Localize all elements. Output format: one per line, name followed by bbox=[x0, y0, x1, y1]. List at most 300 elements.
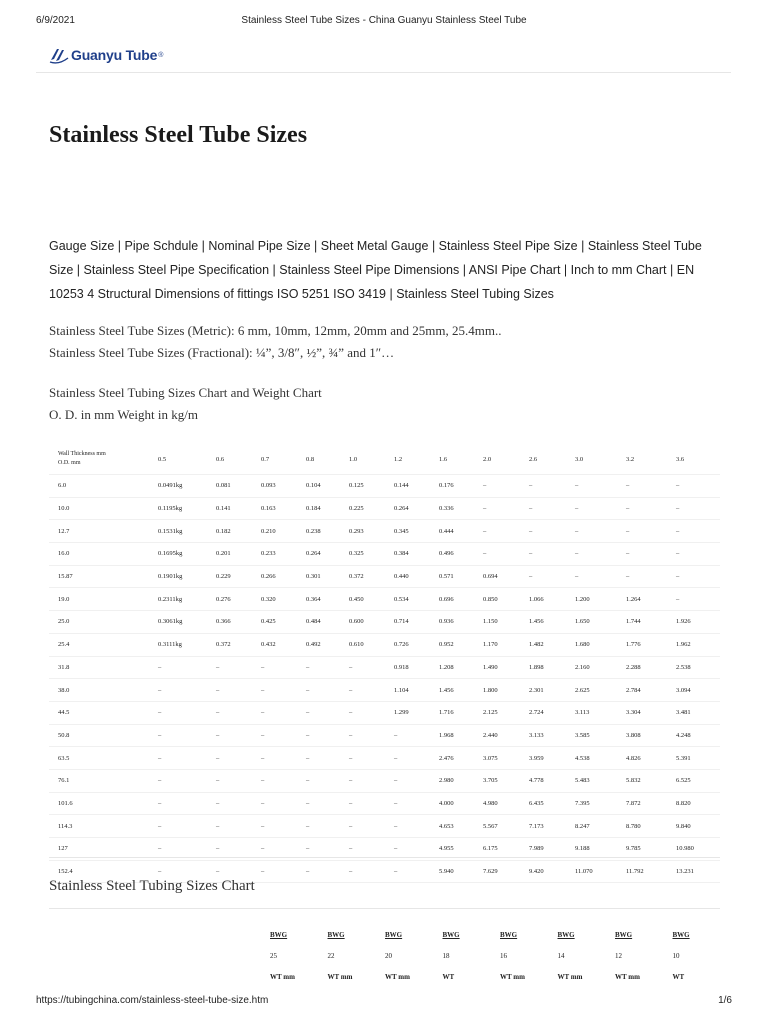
weight-cell: 0.125 bbox=[340, 475, 385, 498]
weight-cell: 0.201 bbox=[207, 543, 252, 566]
weight-cell: 1.456 bbox=[430, 679, 474, 702]
weight-cell: – bbox=[297, 747, 340, 770]
table-row bbox=[49, 769, 720, 792]
wt-label-cell: WT bbox=[442, 972, 455, 981]
od-cell: 114.3 bbox=[49, 815, 149, 838]
weight-cell: – bbox=[667, 588, 720, 611]
weight-cell: – bbox=[297, 792, 340, 815]
guanyu-logo-icon bbox=[49, 46, 69, 64]
weight-cell: 4.248 bbox=[667, 724, 720, 747]
weight-cell: – bbox=[207, 815, 252, 838]
link-separator: | bbox=[269, 263, 280, 277]
wall-thickness-header: 0.6 bbox=[207, 444, 252, 475]
weight-cell: – bbox=[385, 838, 430, 861]
weight-cell: 0.1901kg bbox=[149, 565, 207, 588]
bwg-value-cell: 10 bbox=[672, 951, 680, 960]
weight-cell: 0.484 bbox=[297, 611, 340, 634]
page-url: https://tubingchina.com/stainless-steel-tube-size.htm bbox=[36, 995, 269, 1006]
weight-cell: 2.440 bbox=[474, 724, 520, 747]
weight-cell: – bbox=[340, 724, 385, 747]
wall-thickness-header: 0.7 bbox=[252, 444, 297, 475]
od-cell: 10.0 bbox=[49, 497, 149, 520]
weight-cell: – bbox=[667, 475, 720, 498]
weight-cell: 0.225 bbox=[340, 497, 385, 520]
wall-thickness-header: 1.6 bbox=[430, 444, 474, 475]
weight-cell: 0.266 bbox=[252, 565, 297, 588]
weight-cell: – bbox=[207, 747, 252, 770]
weight-cell: – bbox=[149, 724, 207, 747]
weight-cell: 2.160 bbox=[566, 656, 617, 679]
bwg-label-cell: BWG bbox=[672, 930, 690, 939]
od-cell: 127 bbox=[49, 838, 149, 861]
weight-cell: 0.372 bbox=[340, 565, 385, 588]
weight-cell: 3.133 bbox=[520, 724, 566, 747]
section-divider bbox=[49, 908, 720, 909]
od-cell: 38.0 bbox=[49, 679, 149, 702]
chart-intro-units: O. D. in mm Weight in kg/m bbox=[49, 407, 198, 422]
weight-cell: 0.320 bbox=[252, 588, 297, 611]
print-document-title: Stainless Steel Tube Sizes - China Guanyu Stainless Steel Tube bbox=[241, 15, 527, 26]
weight-cell: – bbox=[340, 679, 385, 702]
related-link[interactable]: ANSI Pipe Chart bbox=[468, 263, 561, 277]
print-footer bbox=[0, 995, 768, 1009]
od-cell: 152.4 bbox=[49, 860, 149, 883]
weight-cell: – bbox=[667, 543, 720, 566]
od-cell: 15.87 bbox=[49, 565, 149, 588]
weight-cell: 1.898 bbox=[520, 656, 566, 679]
related-link[interactable]: EN 10253 4 Structural Dimensions of fittings ISO 5251 ISO 3419 bbox=[49, 263, 695, 301]
weight-cell: – bbox=[297, 860, 340, 883]
weight-cell: – bbox=[474, 520, 520, 543]
weight-cell: 0.444 bbox=[430, 520, 474, 543]
weight-cell: – bbox=[297, 679, 340, 702]
od-label: O.D. mm bbox=[58, 460, 81, 466]
weight-cell: – bbox=[617, 475, 667, 498]
weight-cell: 0.450 bbox=[340, 588, 385, 611]
weight-cell: 0.3061kg bbox=[149, 611, 207, 634]
weight-cell: – bbox=[252, 747, 297, 770]
od-cell: 19.0 bbox=[49, 588, 149, 611]
od-cell: 16.0 bbox=[49, 543, 149, 566]
bwg-value-cell: 22 bbox=[327, 951, 335, 960]
od-cell: 6.0 bbox=[49, 475, 149, 498]
related-link[interactable]: Stainless Steel Pipe Specification bbox=[83, 263, 270, 277]
weight-cell: 0.163 bbox=[252, 497, 297, 520]
related-link[interactable]: Nominal Pipe Size bbox=[208, 239, 311, 253]
weight-cell: – bbox=[252, 860, 297, 883]
weight-cell: – bbox=[340, 747, 385, 770]
weight-cell: – bbox=[149, 792, 207, 815]
weight-cell: – bbox=[340, 701, 385, 724]
wt-label-cell: WT mm bbox=[500, 972, 525, 981]
table-row bbox=[49, 520, 720, 543]
weight-cell: 2.538 bbox=[667, 656, 720, 679]
weight-cell: 6.435 bbox=[520, 792, 566, 815]
weight-cell: 0.0491kg bbox=[149, 475, 207, 498]
weight-cell: – bbox=[617, 565, 667, 588]
weight-cell: – bbox=[566, 497, 617, 520]
tubing-chart-heading: Stainless Steel Tubing Sizes Chart bbox=[49, 878, 255, 894]
weight-cell: 3.808 bbox=[617, 724, 667, 747]
weight-cell: 0.336 bbox=[430, 497, 474, 520]
weight-cell: 0.610 bbox=[340, 633, 385, 656]
weight-cell: – bbox=[297, 656, 340, 679]
table-row bbox=[49, 611, 720, 634]
weight-cell: 1.680 bbox=[566, 633, 617, 656]
metric-sizes: Stainless Steel Tube Sizes (Metric): 6 mm, 10mm, 12mm, 20mm and 25mm, 25.4mm.. bbox=[49, 323, 502, 338]
link-separator: | bbox=[577, 239, 588, 253]
bwg-label-cell: BWG bbox=[557, 930, 575, 939]
weight-cell: – bbox=[252, 838, 297, 861]
weight-cell: – bbox=[149, 656, 207, 679]
wt-label-cell: WT mm bbox=[327, 972, 353, 981]
weight-cell: – bbox=[385, 792, 430, 815]
wall-thickness-header: 3.6 bbox=[667, 444, 720, 475]
weight-cell: – bbox=[207, 792, 252, 815]
weight-cell: 2.301 bbox=[520, 679, 566, 702]
weight-cell: 1.926 bbox=[667, 611, 720, 634]
wt-label-cell: WT mm bbox=[385, 972, 410, 981]
link-separator: | bbox=[198, 239, 209, 253]
weight-cell: – bbox=[520, 543, 566, 566]
weight-cell: 0.492 bbox=[297, 633, 340, 656]
weight-cell: 3.075 bbox=[474, 747, 520, 770]
weight-cell: 5.940 bbox=[430, 860, 474, 883]
weight-cell: 0.238 bbox=[297, 520, 340, 543]
weight-cell: 9.840 bbox=[667, 815, 720, 838]
tube-sizes-text bbox=[49, 320, 501, 364]
weight-cell: 1.490 bbox=[474, 656, 520, 679]
weight-cell: – bbox=[252, 701, 297, 724]
wt-label-cell: WT mm bbox=[557, 972, 583, 981]
weight-cell: – bbox=[252, 769, 297, 792]
weight-cell: 0.425 bbox=[252, 611, 297, 634]
weight-cell: 1.066 bbox=[520, 588, 566, 611]
weight-cell: 0.182 bbox=[207, 520, 252, 543]
weight-cell: – bbox=[340, 656, 385, 679]
weight-cell: 1.800 bbox=[474, 679, 520, 702]
weight-cell: 7.872 bbox=[617, 792, 667, 815]
bwg-table bbox=[260, 924, 720, 987]
weight-cell: – bbox=[252, 656, 297, 679]
weight-cell: 3.585 bbox=[566, 724, 617, 747]
table-row bbox=[49, 588, 720, 611]
weight-cell: 0.1695kg bbox=[149, 543, 207, 566]
weight-cell: – bbox=[566, 565, 617, 588]
weight-cell: – bbox=[149, 815, 207, 838]
weight-cell: – bbox=[207, 701, 252, 724]
related-links bbox=[49, 234, 721, 306]
weight-cell: – bbox=[207, 724, 252, 747]
weight-cell: – bbox=[207, 656, 252, 679]
weight-cell: – bbox=[297, 724, 340, 747]
weight-cell: 0.366 bbox=[207, 611, 252, 634]
weight-cell: – bbox=[385, 815, 430, 838]
weight-cell: 3.481 bbox=[667, 701, 720, 724]
weight-cell: 7.989 bbox=[520, 838, 566, 861]
weight-cell: 3.304 bbox=[617, 701, 667, 724]
bwg-value-row bbox=[260, 945, 720, 966]
weight-cell: – bbox=[667, 565, 720, 588]
wall-thickness-header: 2.0 bbox=[474, 444, 520, 475]
weight-cell: 0.325 bbox=[340, 543, 385, 566]
od-cell: 101.6 bbox=[49, 792, 149, 815]
weight-cell: – bbox=[617, 520, 667, 543]
weight-cell: 1.104 bbox=[385, 679, 430, 702]
weight-cell: 8.820 bbox=[667, 792, 720, 815]
related-link[interactable]: Stainless Steel Tubing Sizes bbox=[396, 287, 554, 301]
chart-intro-title: Stainless Steel Tubing Sizes Chart and Weight Chart bbox=[49, 385, 322, 400]
related-link[interactable]: Gauge Size bbox=[49, 239, 115, 253]
weight-cell: 0.1195kg bbox=[149, 497, 207, 520]
weight-cell: 0.850 bbox=[474, 588, 520, 611]
weight-cell: – bbox=[520, 475, 566, 498]
table-row bbox=[49, 747, 720, 770]
weight-cell: 0.141 bbox=[207, 497, 252, 520]
weight-cell: 8.780 bbox=[617, 815, 667, 838]
weight-cell: – bbox=[474, 497, 520, 520]
weight-cell: – bbox=[385, 860, 430, 883]
weight-cell: – bbox=[297, 838, 340, 861]
table-row bbox=[49, 656, 720, 679]
bwg-label-cell: BWG bbox=[270, 930, 288, 939]
weight-cell: 2.288 bbox=[617, 656, 667, 679]
bwg-label-row bbox=[260, 924, 720, 945]
weight-cell: 0.081 bbox=[207, 475, 252, 498]
bwg-value-cell: 18 bbox=[442, 951, 450, 960]
table-row bbox=[49, 815, 720, 838]
wall-thickness-row bbox=[260, 966, 720, 987]
wall-thickness-header: 1.0 bbox=[340, 444, 385, 475]
wall-thickness-label: Wall Thickness mm bbox=[58, 451, 106, 457]
weight-cell: 0.264 bbox=[385, 497, 430, 520]
weight-cell: 1.264 bbox=[617, 588, 667, 611]
weight-cell: 0.293 bbox=[340, 520, 385, 543]
corner-cell bbox=[49, 444, 149, 475]
weight-cell: 7.173 bbox=[520, 815, 566, 838]
weight-cell: 2.980 bbox=[430, 769, 474, 792]
weight-cell: – bbox=[297, 769, 340, 792]
weight-cell: 1.482 bbox=[520, 633, 566, 656]
weight-cell: 2.784 bbox=[617, 679, 667, 702]
related-link[interactable]: Stainless Steel Pipe Dimensions bbox=[279, 263, 460, 277]
weight-cell: 5.832 bbox=[617, 769, 667, 792]
weight-cell: – bbox=[520, 565, 566, 588]
weight-cell: 0.264 bbox=[297, 543, 340, 566]
weight-cell: – bbox=[520, 520, 566, 543]
logo-text: Guanyu Tube bbox=[71, 47, 158, 63]
link-separator: | bbox=[386, 287, 397, 301]
related-link[interactable]: Stainless Steel Pipe Size bbox=[438, 239, 578, 253]
table-row bbox=[49, 679, 720, 702]
weight-cell: – bbox=[252, 792, 297, 815]
wall-thickness-header: 3.0 bbox=[566, 444, 617, 475]
weight-cell: 0.364 bbox=[297, 588, 340, 611]
weight-cell: – bbox=[385, 724, 430, 747]
link-separator: | bbox=[73, 263, 84, 277]
weight-cell: 0.093 bbox=[252, 475, 297, 498]
weight-cell: 0.233 bbox=[252, 543, 297, 566]
weight-cell: 3.959 bbox=[520, 747, 566, 770]
section-divider bbox=[49, 857, 720, 858]
weight-cell: 2.724 bbox=[520, 701, 566, 724]
weight-cell: 0.496 bbox=[430, 543, 474, 566]
weight-cell: 0.918 bbox=[385, 656, 430, 679]
weight-cell: 0.952 bbox=[430, 633, 474, 656]
weight-cell: – bbox=[566, 475, 617, 498]
page-title: Stainless Steel Tube Sizes bbox=[49, 122, 308, 148]
weight-cell: 11.070 bbox=[566, 860, 617, 883]
registered-mark: ® bbox=[158, 51, 164, 59]
print-date: 6/9/2021 bbox=[36, 15, 75, 26]
bwg-value-cell: 14 bbox=[557, 951, 565, 960]
weight-cell: 2.625 bbox=[566, 679, 617, 702]
page-number: 1/6 bbox=[718, 995, 732, 1006]
wall-thickness-header: 0.5 bbox=[149, 444, 207, 475]
weight-cell: – bbox=[617, 497, 667, 520]
weight-cell: 4.653 bbox=[430, 815, 474, 838]
weight-cell: 6.175 bbox=[474, 838, 520, 861]
weight-cell: 0.3111kg bbox=[149, 633, 207, 656]
link-separator: | bbox=[666, 263, 677, 277]
weight-cell: 0.176 bbox=[430, 475, 474, 498]
weight-cell: – bbox=[149, 747, 207, 770]
od-cell: 76.1 bbox=[49, 769, 149, 792]
weight-cell: 10.980 bbox=[667, 838, 720, 861]
wall-thickness-header: 0.8 bbox=[297, 444, 340, 475]
weight-cell: – bbox=[340, 815, 385, 838]
weight-cell: 5.483 bbox=[566, 769, 617, 792]
weight-cell: – bbox=[566, 543, 617, 566]
weight-cell: 0.384 bbox=[385, 543, 430, 566]
weight-cell: 3.705 bbox=[474, 769, 520, 792]
related-link[interactable]: Stainless Steel Tube Size bbox=[49, 239, 702, 277]
wt-label-cell: WT mm bbox=[615, 972, 640, 981]
link-separator: | bbox=[114, 239, 125, 253]
bwg-value-cell: 20 bbox=[385, 951, 392, 960]
weight-cell: – bbox=[149, 769, 207, 792]
weight-cell: 1.968 bbox=[430, 724, 474, 747]
weight-cell: 6.525 bbox=[667, 769, 720, 792]
chart-intro bbox=[49, 382, 322, 426]
weight-cell: 9.188 bbox=[566, 838, 617, 861]
weight-cell: 5.391 bbox=[667, 747, 720, 770]
weight-cell: 3.094 bbox=[667, 679, 720, 702]
weight-cell: 4.538 bbox=[566, 747, 617, 770]
weight-cell: – bbox=[566, 520, 617, 543]
weight-cell: 0.276 bbox=[207, 588, 252, 611]
weight-cell: 0.301 bbox=[297, 565, 340, 588]
weight-cell: 3.113 bbox=[566, 701, 617, 724]
weight-cell: 8.247 bbox=[566, 815, 617, 838]
bwg-value-cell: 16 bbox=[500, 951, 507, 960]
od-cell: 44.5 bbox=[49, 701, 149, 724]
weight-cell: 0.936 bbox=[430, 611, 474, 634]
weight-cell: 1.716 bbox=[430, 701, 474, 724]
table-row bbox=[49, 724, 720, 747]
weight-cell: – bbox=[149, 838, 207, 861]
weight-cell: – bbox=[385, 747, 430, 770]
table-row bbox=[49, 497, 720, 520]
weight-cell: 0.534 bbox=[385, 588, 430, 611]
weight-chart-table bbox=[49, 444, 720, 883]
weight-cell: 7.629 bbox=[474, 860, 520, 883]
related-link[interactable]: Inch to mm Chart bbox=[570, 263, 667, 277]
bwg-value-cell: 12 bbox=[615, 951, 622, 960]
weight-cell: 0.184 bbox=[297, 497, 340, 520]
weight-cell: 2.476 bbox=[430, 747, 474, 770]
weight-cell: 0.600 bbox=[340, 611, 385, 634]
weight-cell: 0.144 bbox=[385, 475, 430, 498]
od-cell: 25.0 bbox=[49, 611, 149, 634]
weight-cell: – bbox=[207, 838, 252, 861]
weight-cell: 4.000 bbox=[430, 792, 474, 815]
link-separator: | bbox=[428, 239, 439, 253]
weight-cell: 0.694 bbox=[474, 565, 520, 588]
weight-cell: – bbox=[474, 543, 520, 566]
weight-cell: 4.826 bbox=[617, 747, 667, 770]
table-row bbox=[49, 475, 720, 498]
weight-cell: – bbox=[207, 769, 252, 792]
weight-cell: – bbox=[474, 475, 520, 498]
wt-label-cell: WT bbox=[672, 972, 685, 981]
weight-cell: – bbox=[340, 860, 385, 883]
wall-thickness-header: 3.2 bbox=[617, 444, 667, 475]
od-cell: 50.8 bbox=[49, 724, 149, 747]
bwg-label-cell: BWG bbox=[327, 930, 345, 939]
related-link[interactable]: Sheet Metal Gauge bbox=[320, 239, 429, 253]
weight-cell: 1.650 bbox=[566, 611, 617, 634]
weight-cell: 0.104 bbox=[297, 475, 340, 498]
weight-cell: – bbox=[297, 701, 340, 724]
weight-cell: 9.420 bbox=[520, 860, 566, 883]
header-divider bbox=[36, 72, 731, 73]
weight-cell: – bbox=[207, 679, 252, 702]
weight-cell: – bbox=[667, 520, 720, 543]
wt-label-cell: WT mm bbox=[270, 972, 295, 981]
weight-cell: – bbox=[297, 815, 340, 838]
table-row bbox=[49, 792, 720, 815]
table-row bbox=[49, 633, 720, 656]
weight-cell: 13.231 bbox=[667, 860, 720, 883]
print-header bbox=[0, 15, 768, 29]
related-link[interactable]: Pipe Schdule bbox=[124, 239, 199, 253]
fractional-sizes: Stainless Steel Tube Sizes (Fractional): ¼”, 3/8″, ½”, ¾” and 1″… bbox=[49, 345, 395, 360]
weight-table-header-row bbox=[49, 444, 720, 475]
weight-cell: 1.962 bbox=[667, 633, 720, 656]
weight-cell: – bbox=[520, 497, 566, 520]
weight-cell: 11.792 bbox=[617, 860, 667, 883]
bwg-label-cell: BWG bbox=[442, 930, 460, 939]
weight-cell: 0.2311kg bbox=[149, 588, 207, 611]
weight-cell: 2.125 bbox=[474, 701, 520, 724]
weight-cell: – bbox=[252, 724, 297, 747]
weight-cell: 4.980 bbox=[474, 792, 520, 815]
link-separator: | bbox=[310, 239, 321, 253]
weight-cell: 1.744 bbox=[617, 611, 667, 634]
weight-cell: 0.345 bbox=[385, 520, 430, 543]
site-logo[interactable] bbox=[49, 44, 163, 66]
weight-cell: 0.714 bbox=[385, 611, 430, 634]
weight-cell: 1.170 bbox=[474, 633, 520, 656]
od-cell: 63.5 bbox=[49, 747, 149, 770]
bwg-value-cell: 25 bbox=[270, 951, 277, 960]
weight-cell: 0.726 bbox=[385, 633, 430, 656]
weight-cell: 0.696 bbox=[430, 588, 474, 611]
table-row bbox=[49, 565, 720, 588]
weight-cell: 0.432 bbox=[252, 633, 297, 656]
weight-cell: 1.299 bbox=[385, 701, 430, 724]
